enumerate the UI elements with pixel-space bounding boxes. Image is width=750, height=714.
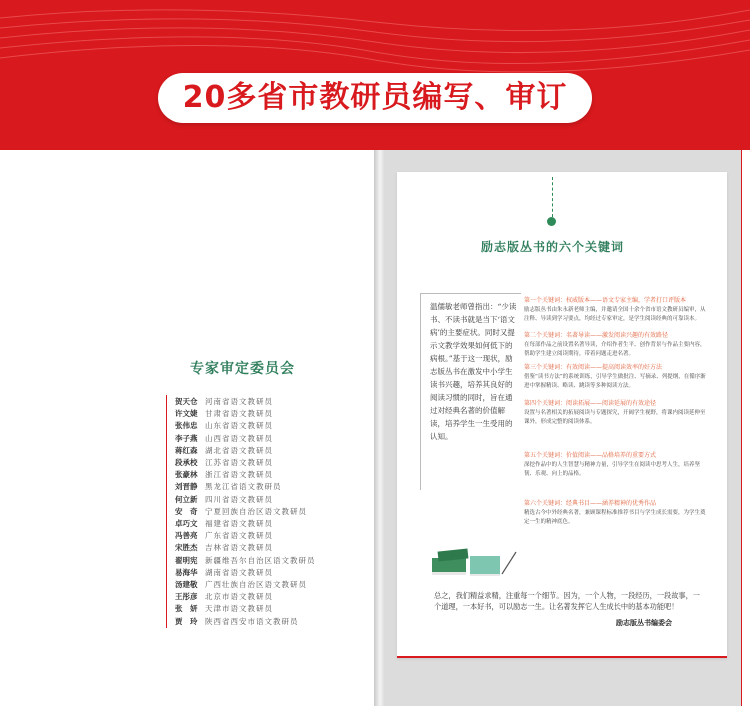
signature: 励志版丛书编委会 [616,618,672,627]
member-name: 宋胜杰 [175,543,198,553]
member-row [175,408,273,419]
member-row [175,445,273,456]
member-row [175,616,299,627]
keyword-body: 精选古今中外经典名著，兼顾课程标准推荐书目与学生成长需要，为学生奠定一生的精神底色。 [524,510,706,525]
committee-divider [166,395,167,628]
member-name: 冯善亮 [175,531,198,541]
keyword-block [524,398,710,426]
member-row [175,530,273,541]
member-name: 贾 玲 [175,616,198,626]
member-position: 天津市语文教研员 [205,604,273,614]
keywords-title: 励志版丛书的六个关键词 [481,240,625,254]
member-position: 四川省语文教研员 [205,494,273,504]
keyword-heading: 第四个关键词：阅读拓展——阅读延展的有效途径 [524,400,657,407]
member-name: 何立新 [175,494,198,504]
member-row [175,469,273,480]
keyword-heading: 第一个关键词：权威版本——语文专家主编，学者打口评版本 [524,297,687,304]
member-name: 刘晋静 [175,482,198,492]
keyword-heading: 第二个关键词：名著导读——激发阅读兴趣的有效路径 [524,332,669,339]
dashed-connector [552,177,553,217]
member-name: 段承校 [175,458,198,467]
member-row [175,396,273,407]
member-position: 湖北省语文教研员 [205,445,273,455]
keyword-block [524,450,710,478]
keyword-block [524,295,710,323]
member-name: 翟明宪 [175,555,198,565]
banner-title-pill [158,73,592,123]
keyword-block [524,498,710,526]
member-position: 陕西省西安市语文教研员 [205,616,299,626]
keyword-heading: 第五个关键词：价值阅读——品格培养的重要方式 [524,452,657,459]
keyword-heading: 第六个关键词：经典书目——涵养精神的优秀作品 [524,500,657,507]
member-position: 福建省语文教研员 [205,519,273,528]
committee-title: 专家审定委员会 [190,361,295,377]
keyword-body: 设置与名著相关的拓展阅读与专题探究，开阔学生视野，将课内阅读延伸至课外，形成完整的阅读体系。 [524,410,706,425]
member-position: 新疆维吾尔自治区语文教研员 [205,555,316,565]
keyword-block [524,330,710,358]
member-row [175,555,316,566]
member-position: 北京市语文教研员 [205,592,273,602]
member-row [175,567,273,578]
member-name: 汤建敬 [175,580,198,589]
member-name: 张 妍 [175,604,198,614]
member-row [175,506,307,517]
keyword-heading: 第三个关键词：有效阅读——提高阅读效率的好方法 [524,364,663,371]
member-name: 蒋红森 [175,445,198,455]
member-row [175,481,282,492]
member-row [175,433,273,444]
keyword-block [524,362,710,390]
member-row [175,603,273,614]
member-name: 安 奇 [175,506,198,516]
member-position: 江苏省语文教研员 [205,458,273,467]
member-name: 许文婕 [175,409,198,419]
member-name: 张豪林 [175,470,198,480]
member-row [175,457,273,468]
quote-body: 温儒敏老师曾指出：“少读书、不读书就是当下‘语文病’的主要症状。同时又提示文教学效果如何低下的病根。”基于这一现状，励志版丛书在激发中小学生读书兴趣，培养其良好的阅读习惯的同时，旨在通过对经典名著的价值解读，培养学生一生受用的认知。 [430,302,517,441]
book-spine [374,150,384,706]
member-position: 宁夏回族自治区语文教研员 [205,506,307,516]
member-position: 山东省语文教研员 [205,421,273,431]
member-name: 王彤彦 [175,592,198,602]
member-name: 易海华 [175,567,198,577]
member-name: 李子燕 [175,433,198,443]
member-name: 卓巧文 [175,519,198,528]
member-name: 贺天仓 [175,397,198,406]
member-row [175,591,273,602]
member-row [175,420,273,431]
banner-title: 20多省市教研员编写、审订 [182,80,568,115]
closing-paragraph: 总之，我们精益求精，注重每一个细节。因为，一个人物，一段经历，一段故事，一个道理，一本好书，可以励志一生。让名著发挥它人生成长中的基本功能吧！ [434,591,700,611]
member-name: 张伟忠 [175,421,198,431]
member-row [175,579,307,590]
member-row [175,494,273,505]
books-illustration [428,544,518,580]
keyword-body: 深挖作品中的人生智慧与精神力量，引导学生在阅读中思考人生，培养坚韧、乐观、向上的品格。 [524,462,701,477]
member-row [175,542,273,553]
member-position: 甘肃省语文教研员 [205,409,273,419]
member-position: 河南省语文教研员 [205,397,273,406]
member-row [175,518,273,529]
member-position: 山西省语文教研员 [205,433,273,443]
green-dot [547,217,556,226]
member-position: 广西壮族自治区语文教研员 [205,580,307,589]
member-position: 吉林省语文教研员 [205,543,273,553]
member-position: 湖南省语文教研员 [205,567,273,577]
member-position: 浙江省语文教研员 [205,470,273,480]
member-position: 广东省语文教研员 [205,531,273,541]
keyword-body: 在每部作品之前设置名著导读，介绍作者生平、创作背景与作品主要内容，帮助学生建立阅读期待，带着问题走进名著。 [524,342,706,357]
keyword-body: 励志版丛书由朱永新老师主编，并邀请全国十余个省市语文教研员编审，从注释、导读到学习要点，均经过专家审定，是学生阅读经典的可靠读本。 [524,307,706,322]
quote-text [430,300,518,443]
member-position: 黑龙江省语文教研员 [205,482,282,492]
keyword-body: 借鉴“读书方法”的系统训练，引导学生做批注、写摘录、列提纲，在循序渐进中掌握精读、略读、跳读等多种阅读方法。 [524,374,706,389]
